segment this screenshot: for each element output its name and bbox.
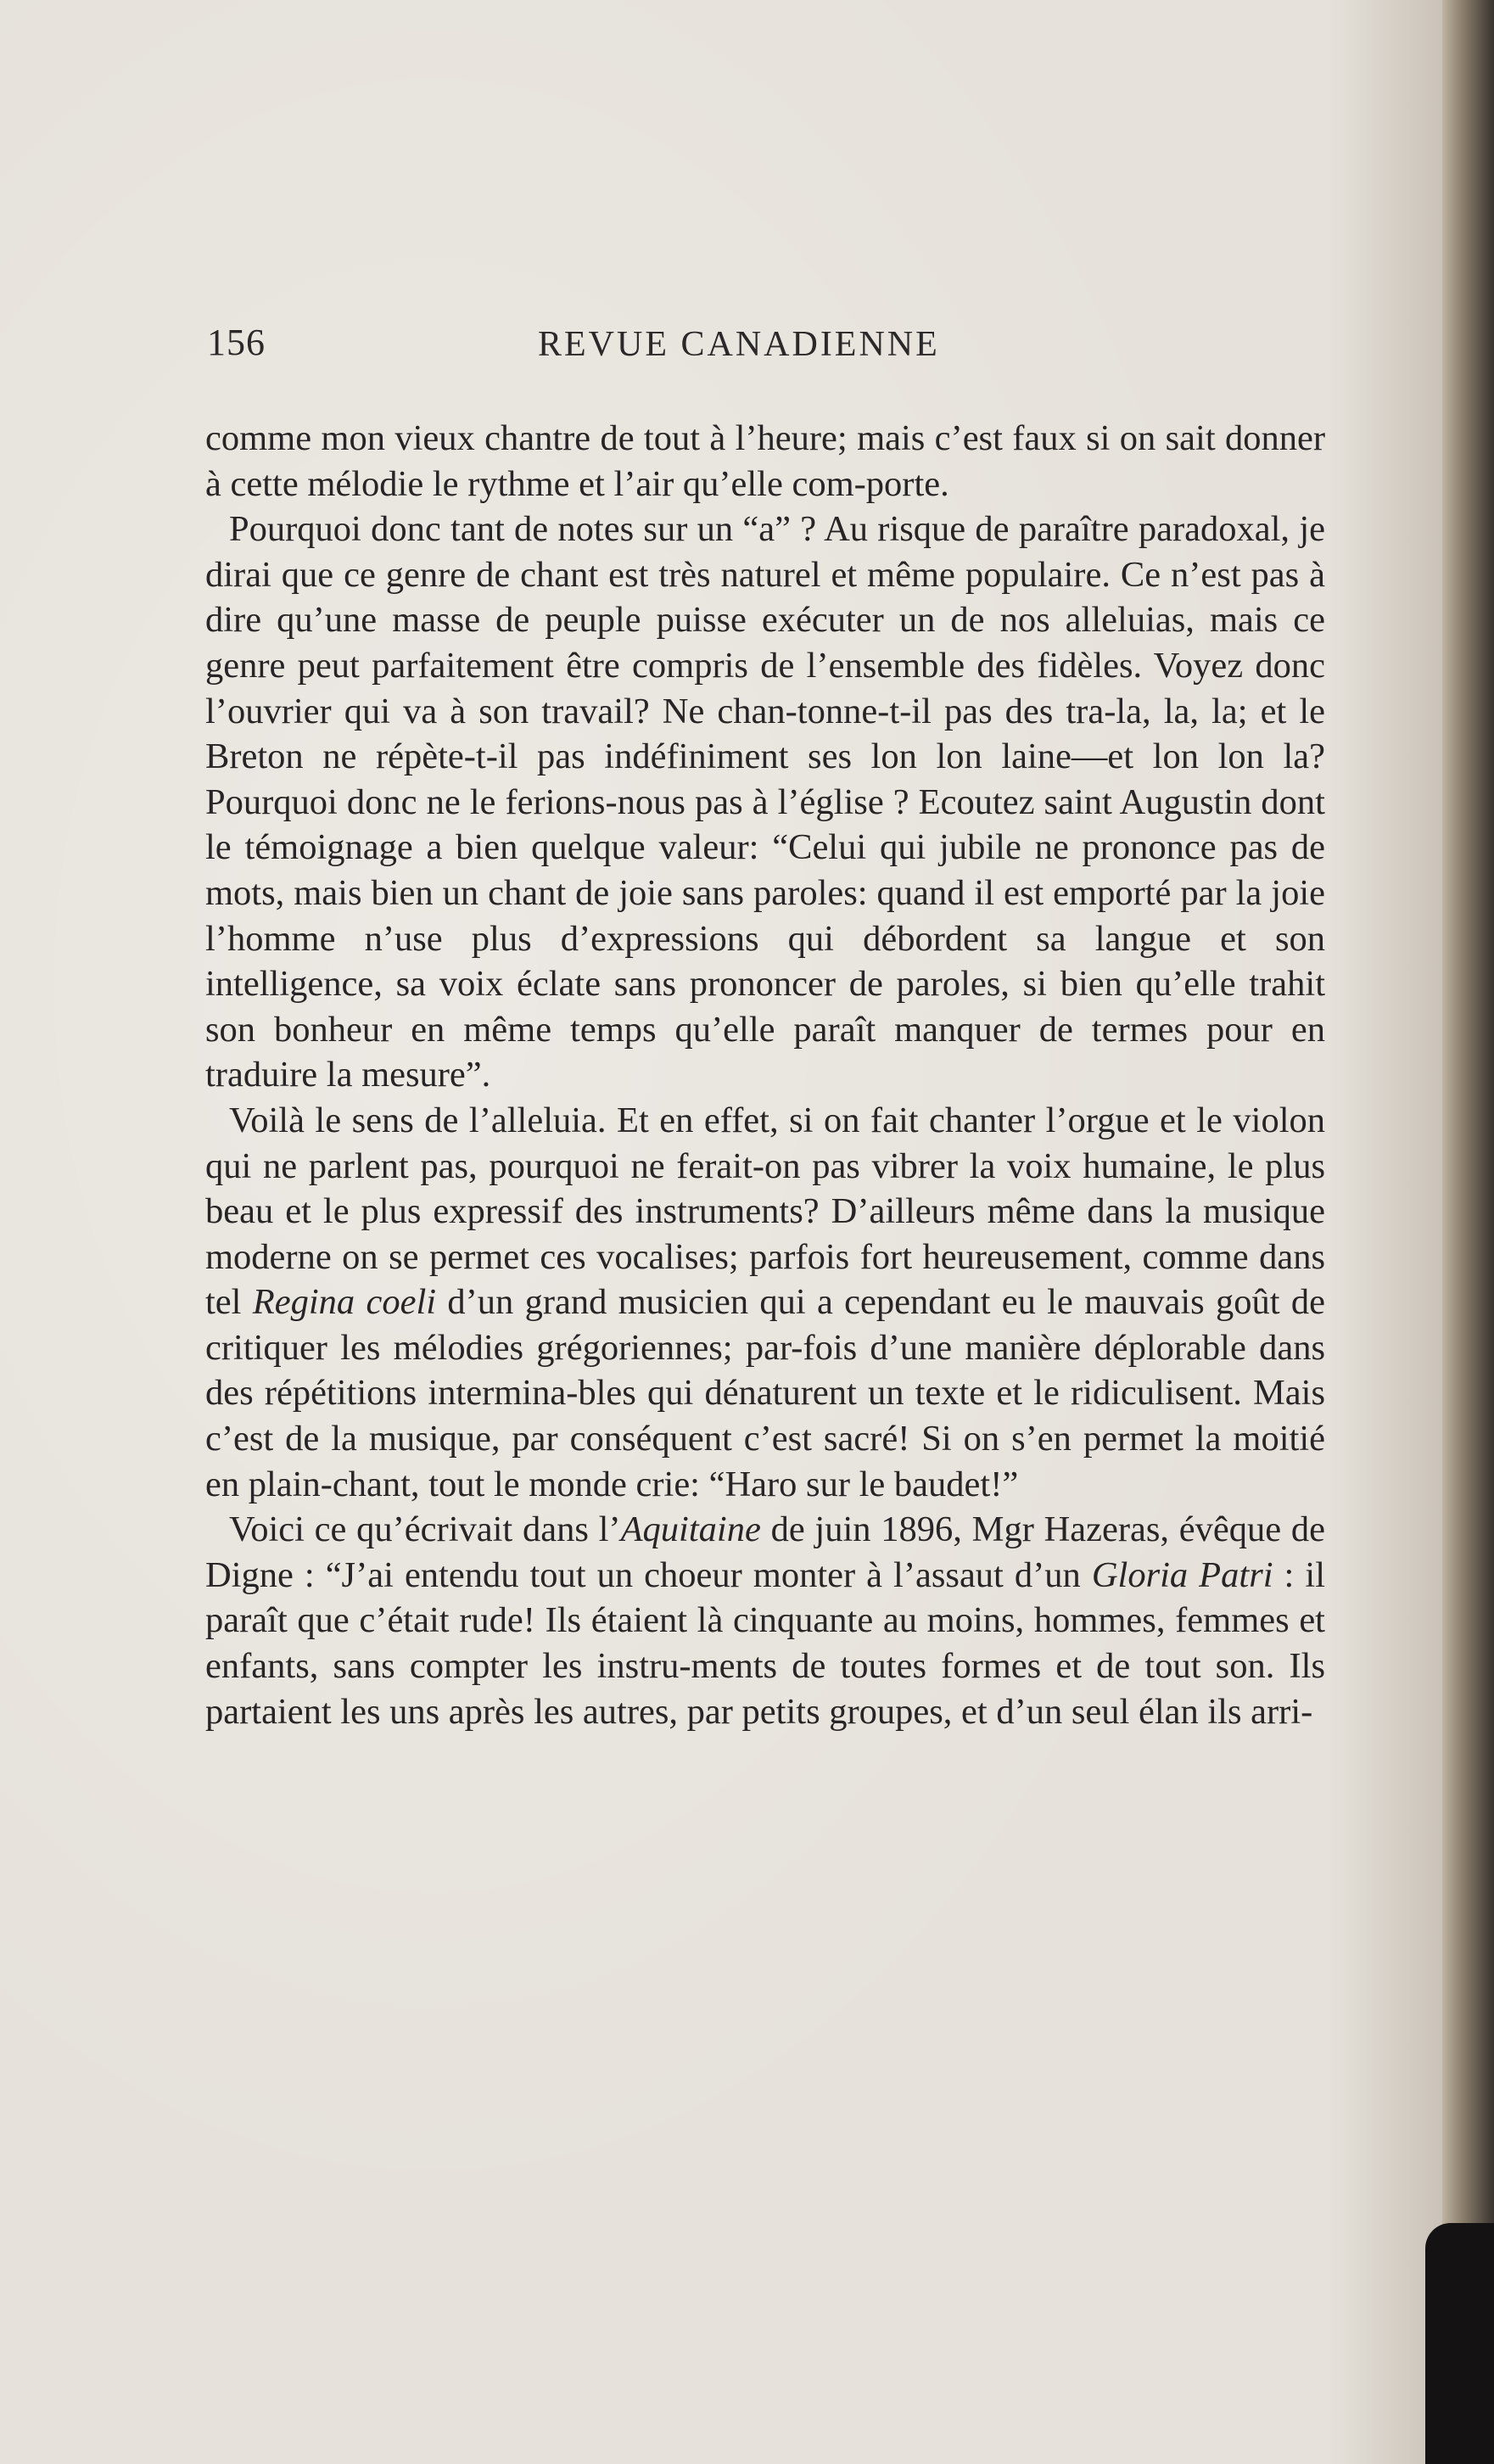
paragraph xyxy=(205,416,1325,507)
paragraph xyxy=(205,507,1325,1098)
text-segment: d’un grand musicien qui a cependant eu le mauvais goût de critiquer les mélodies grégoriennes; par-fois d’une manière déplorable dans des répétitions intermina-bles qui dénaturent un texte et le ridiculisent. Mais c’est de la musique, par conséquent c’est sacré! Si on s’en permet la moitié en plain-chant, tout le monde crie: “Haro sur le baudet!” xyxy=(205,1282,1325,1504)
body-text xyxy=(205,416,1325,1734)
paragraph xyxy=(205,1098,1325,1507)
book-binding xyxy=(1425,2223,1494,2464)
italic-text: Regina coeli xyxy=(252,1282,437,1323)
italic-text: Aquitaine xyxy=(620,1509,761,1550)
text-segment: de juin 1896, Mgr Hazeras, évêque de Digne : “J’ai entendu tout un choeur monter à l’assaut d’un xyxy=(205,1509,1325,1595)
journal-title: REVUE CANADIENNE xyxy=(538,325,940,364)
text-segment: : il paraît que c’était rude! Ils étaient là cinquante au moins, hommes, femmes et enfants, sans compter les instru-ments de toutes formes et de tout son. Ils partaient les uns après les autres, par petits groupes, et d’un seul élan ils arri- xyxy=(205,1554,1325,1732)
text-segment: Voici ce qu’écrivait dans l’ xyxy=(229,1509,621,1550)
page-number: 156 xyxy=(207,322,266,363)
text-segment: comme mon vieux chantre de tout à l’heure; mais c’est faux si on sait donner à cette mélodie le rythme et l’air qu’elle com-porte. xyxy=(205,418,1325,504)
text-segment: Voilà le sens de l’alleluia. Et en effet, si on fait chanter l’orgue et le violon qui ne parlent pas, pourquoi ne ferait-on pas vibrer la voix humaine, le plus beau et le plus expressif des instruments? D’ailleurs même dans la musique moderne on se permet ces vocalises; parfois fort heureusement, comme dans tel xyxy=(205,1100,1325,1323)
text-segment: Pourquoi donc tant de notes sur un “a” ? Au risque de paraître paradoxal, je dirai que ce genre de chant est très naturel et même populaire. Ce n’est pas à dire qu’une masse de peuple puisse exécuter un de nos alleluias, mais ce genre peut parfaitement être compris de l’ensemble des fidèles. Voyez donc l’ouvrier qui va à son travail? Ne chan-tonne-t-il pas des tra-la, la, la; et le Breton ne répète-t-il pas indéfiniment ses lon lon laine—et lon lon la? Pourquoi donc ne le ferions-nous pas à l’église ? Ecoutez saint Augustin dont le témoignage a bien quelque valeur: “Celui qui jubile ne prononce pas de mots, mais bien un chant de joie sans paroles: quand il est emporté par la joie l’homme n’use plus d’expressions qui débordent sa langue et son intelligence, sa voix éclate sans prononcer de paroles, si bien qu’elle trahit son bonheur en même temps qu’elle paraît manquer de termes pour en traduire la mesure”. xyxy=(205,509,1325,1095)
running-head xyxy=(207,321,1335,372)
italic-text: Gloria Patri xyxy=(1091,1554,1273,1595)
paragraph xyxy=(205,1507,1325,1734)
page-edge xyxy=(1442,0,1494,2464)
